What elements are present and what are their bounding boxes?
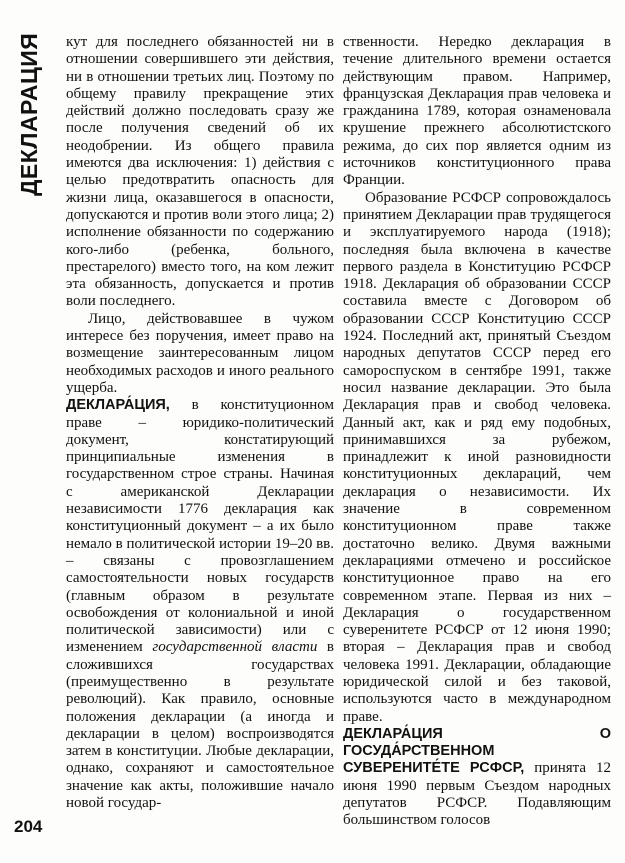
paragraph: Образование РСФСР сопровождалось принятием Декларации прав трудящегося и эксплуатируемого народа (1918); последняя была включена в качестве первого раздела в Конституцию РСФСР 1918. Декларация об образовании СССР составила вместе с Договором об образовании СССР Конституцию СССР 1924. Последний акт, принятый Съездом народных депутатов СССР перед его самороспуском в сентябре 1991, также носил название декларации. Это была Декларация прав и свобод человека. Данный акт, как и ряд ему подобных, принимавшихся за рубежом, принадлежит к иной разновидности конституционных деклараций, чем декларация о независимости. Их значение в современном конституционном праве также достаточно велико. Двумя важными декларациями отмечено и российское конституционное право на его современном этапе. Первая из них – Декларация о государственном суверенитете РСФСР от 12 июня 1990; вторая – Декларация прав и свобод человека 1991. Декларации, обладающие юридической силой и без таковой, используются часто в международном праве. <box>343 189 611 725</box>
paragraph: кут для последнего обязанностей ни в отношении совершившего эти действия, ни в отношении третьих лиц. Поэтому по общему правилу прекращение этих действий должно последовать сразу же после получения сведений об их неодобрении. Из общего правила имеются два исключения: 1) действия с целью предотвратить опасность для жизни лица, оказавшегося в опасности, допускаются и против воли этого лица; 2) исполнение обязанности по содержанию кого-либо (ребенка, больного, престарелого) вместо того, на ком лежит эта обязанность, допускается и против воли последнего. <box>66 34 334 310</box>
entry-text: принята 12 июня 1990 первым Съездом народных депутатов РСФСР. Подавляющим большинством голосов <box>343 760 611 829</box>
entry-term: ДЕКЛАРА́ЦИЯ, <box>66 397 170 414</box>
running-header <box>14 26 54 206</box>
cross-reference: государственной власти <box>152 639 318 656</box>
right-column <box>343 34 611 830</box>
paragraph: ственности. Нередко декларация в течение длительного времени остается действующим правом. Например, французская Декларация прав человека и гражданина 1789, которая ознаменовала крушение прежнего абсолютистского режима, до сих пор является одним из источников конституционного права Франции. <box>343 34 611 189</box>
running-title: ДЕКЛАРАЦИЯ <box>16 32 42 196</box>
dictionary-entry <box>66 397 334 812</box>
dictionary-entry <box>343 726 611 830</box>
entry-term: ДЕКЛАРА́ЦИЯ О ГОСУДА́РСТВЕННОМ СУВЕРЕНИТЕ́ТЕ РСФСР, <box>343 725 611 777</box>
paragraph: Лицо, действовавшее в чужом интересе без поручения, имеет право на возмещение заинтересованным лицом необходимых расходов и иного реального ущерба. <box>66 310 334 396</box>
entry-text: в конституционном праве – юридико-политический документ, констатирующий принципиальные изменения в государственном строе страны. Начиная с американской Декларации независимости 1776 декларация как конституционный документ – а их было немало в политической истории 19–20 вв. – связаны с провозглашением самостоятельности новых государств (главным образом в результате освобождения от колониальной и иной политической зависимости) или с изменением <box>66 397 334 656</box>
left-column <box>66 34 334 812</box>
page-number: 204 <box>14 817 43 836</box>
entry-text: в сложившихся государствах (преимущественно в результате революций). Как правило, основные положения декларации (а иногда и декларации в целом) воспроизводятся затем в конституции. Любые декларации, однако, сохраняют и самостоятельное значение как акты, положившие начало новой государ- <box>66 639 334 812</box>
